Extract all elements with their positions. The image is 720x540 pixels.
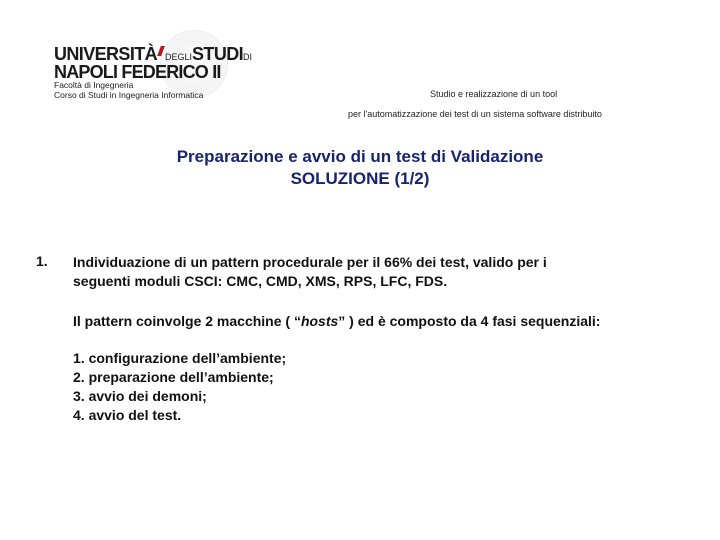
phase-list — [73, 349, 286, 425]
logo-text-di: DI — [243, 52, 253, 62]
logo-separator — [157, 46, 165, 56]
faculty-name: Facoltà di Ingegneria — [54, 80, 134, 90]
list-item: 2. preparazione dell’ambiente; — [73, 369, 274, 385]
paragraph-hosts — [73, 312, 600, 331]
course-name: Corso di Studi in Ingegneria Informatica — [54, 90, 204, 100]
logo-text-degli: DEGLI — [165, 52, 193, 62]
list-item: 4. avvio del test. — [73, 407, 182, 423]
paragraph-hosts-pre: Il pattern coinvolge 2 macchine ( “ — [73, 313, 301, 329]
thesis-subtitle-line1: Studio e realizzazione di un tool — [430, 89, 558, 99]
item-number: 1. — [36, 253, 48, 269]
paragraph-pattern — [73, 253, 547, 291]
paragraph-hosts-term: hosts — [300, 313, 339, 329]
university-logo-line2: NAPOLI FEDERICO II — [54, 62, 221, 82]
list-item: 1. configurazione dell’ambiente; — [73, 350, 287, 366]
logo-text-universita: UNIVERSITÀ — [54, 44, 158, 64]
list-item: 3. avvio dei demoni; — [73, 388, 207, 404]
faculty-info — [54, 80, 203, 100]
slide-subtitle: SOLUZIONE (1/2) — [290, 169, 430, 188]
paragraph-pattern-line2: seguenti moduli CSCI: CMC, CMD, XMS, RPS, LFC, FDS. — [73, 273, 448, 289]
slide-title: Preparazione e avvio di un test di Validazione — [176, 147, 544, 166]
logo-text-studi: STUDI — [192, 44, 244, 64]
paragraph-pattern-line1: Individuazione di un pattern procedurale per il 66% dei test, valido per i — [73, 254, 547, 270]
paragraph-hosts-post: ” ) ed è composto da 4 fasi sequenziali: — [338, 313, 601, 329]
thesis-subtitle-line2: per l'automatizzazione dei test di un sistema software distribuito — [348, 109, 602, 119]
